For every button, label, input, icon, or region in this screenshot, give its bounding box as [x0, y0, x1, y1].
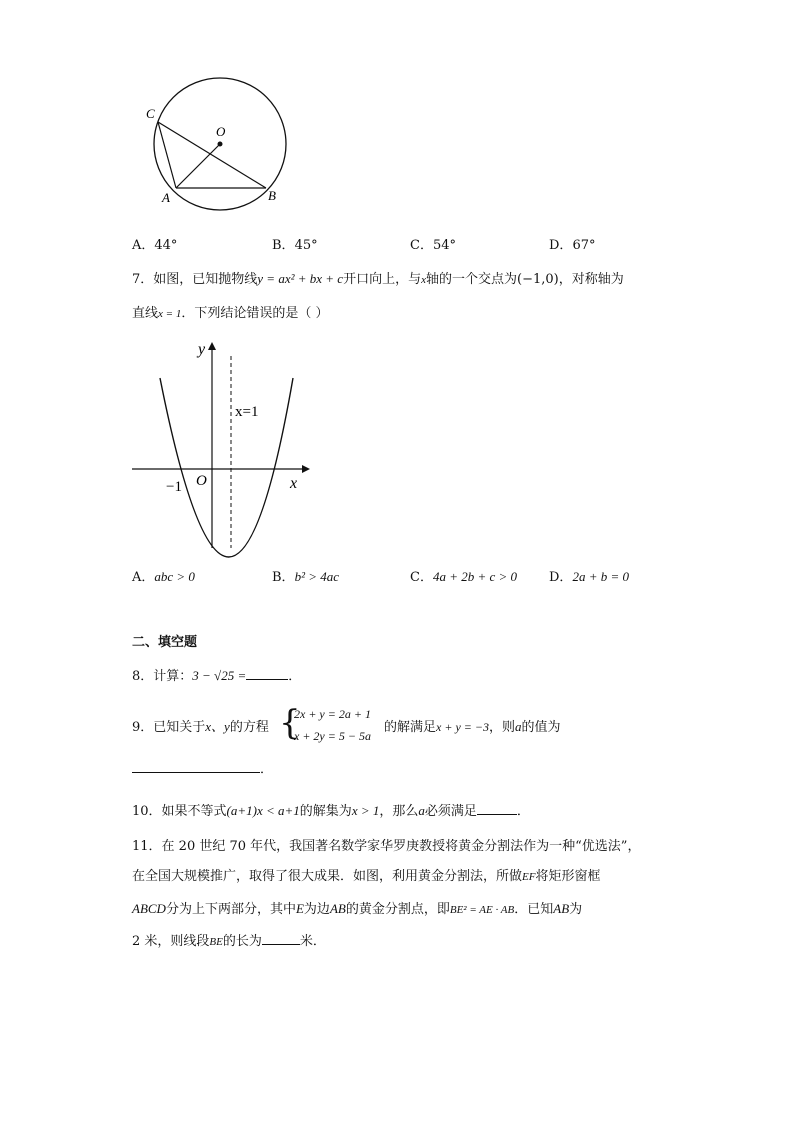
center-point	[218, 142, 223, 147]
q9-line1: 9．已知关于x、y的方程	[132, 719, 269, 735]
q8: 8．计算：3 − √25 = ．	[132, 668, 302, 684]
label-o: O	[216, 124, 226, 139]
origin-label: O	[196, 473, 207, 489]
q9-eq2: x + 2y = 5 − 5a	[294, 729, 371, 743]
minus-one-label: −1	[166, 479, 182, 495]
system-brace: {	[279, 703, 301, 743]
y-axis-arrow	[208, 342, 216, 350]
q8-answer-blank[interactable]	[246, 667, 288, 680]
q11-line1: 11．在 20 世纪 70 年代，我国著名数学家华罗庚教授将黄金分割法作为一种“优选法”，	[132, 839, 641, 854]
q7-option-d: D．2a + b = 0	[549, 569, 629, 585]
q6-option-d: D．67°	[549, 238, 596, 253]
q9-eq1: 2x + y = 2a + 1	[294, 707, 371, 721]
parabola-curve	[160, 378, 293, 557]
q6-option-c: C．54°	[410, 238, 456, 253]
circle-figure	[140, 70, 310, 220]
q7-option-c: C．4a + 2b + c > 0	[410, 569, 518, 585]
axis-label: x=1	[235, 404, 259, 420]
x-axis-arrow	[302, 465, 310, 473]
q10: 10．如果不等式(a+1)x < a+1的解集为x > 1，那么a必须满足 ．	[132, 803, 530, 819]
segment-ao	[176, 144, 220, 188]
section-title: 二、填空题	[132, 635, 198, 650]
q6-option-b: B．45°	[272, 238, 318, 253]
q7-line1: 7．如图，已知抛物线y = ax² + bx + c开口向上，与x轴的一个交点为(−1,0)，对称轴为	[132, 271, 624, 287]
q7-option-a: A．abc > 0	[132, 569, 195, 585]
segment-cb	[158, 122, 266, 188]
q9-line2: ．	[132, 760, 273, 779]
q7-line2: 直线x = 1．下列结论错误的是（ ）	[132, 306, 329, 321]
label-a: A	[162, 190, 170, 205]
label-b: B	[268, 188, 276, 203]
x-label: x	[290, 475, 298, 492]
q9-answer-blank[interactable]	[132, 760, 260, 773]
q11-line2: 在全国大规模推广，取得了很大成果．如图，利用黄金分割法，所做EF将矩形窗框	[132, 869, 601, 884]
q11-line3: ABCD分为上下两部分，其中E为边AB的黄金分割点，即BE² = AE · AB．已知AB为	[132, 901, 583, 917]
q11-line4: 2 米，则线段BE的长为 米．	[132, 934, 326, 949]
q6-option-a: A．44°	[132, 238, 178, 253]
y-label: y	[198, 341, 206, 358]
q11-answer-blank[interactable]	[262, 932, 300, 945]
q7-option-b: B．b² > 4ac	[272, 569, 340, 585]
q10-answer-blank[interactable]	[477, 802, 517, 815]
label-c: C	[146, 106, 155, 121]
parabola-graph	[130, 338, 310, 558]
q9-line1-tail: 的解满足x + y = −3，则a的值为	[384, 719, 561, 735]
